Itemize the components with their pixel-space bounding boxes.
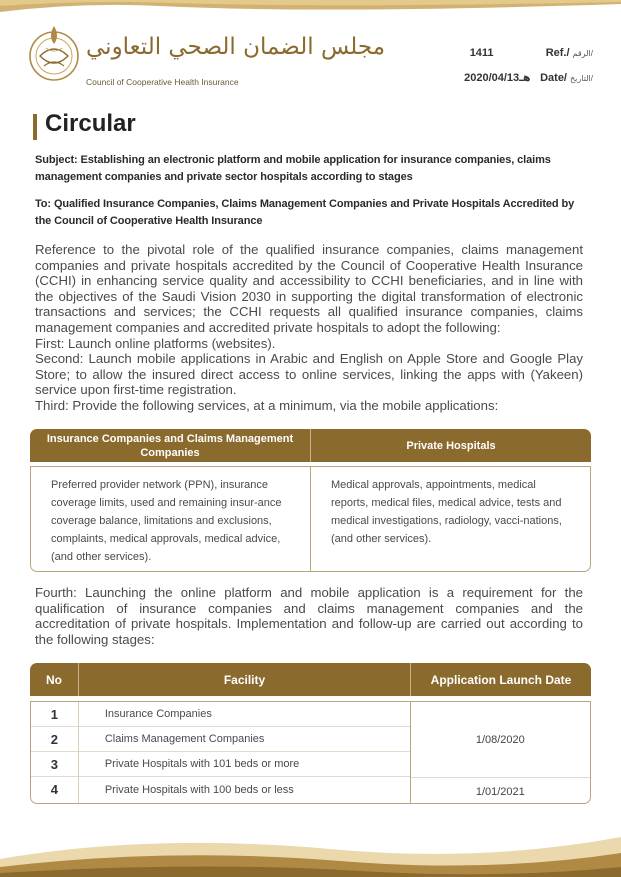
org-name-arabic: مجلس الضمان الصحي التعاوني	[86, 34, 386, 60]
org-name-english: Council of Cooperative Health Insurance	[86, 77, 239, 87]
stages-table-body	[30, 701, 591, 804]
launch-date-stage-2: 1/01/2021	[475, 785, 525, 798]
table-row-facility: Claims Management Companies	[79, 727, 410, 752]
no-column	[31, 702, 79, 803]
date-label: Date/	[540, 72, 567, 84]
second-item: Second: Launch mobile applications in Arabic and English on Apple Store and Google Play Store; to allow the insured direct access to online services, linking the apps with (Yakeen) service upon first-time registration.	[35, 351, 583, 398]
table-row-no: 1	[31, 702, 78, 727]
header-no: No	[46, 672, 62, 687]
cchi-logo-icon	[26, 22, 82, 84]
body-text	[35, 242, 583, 414]
top-decorative-wave	[0, 0, 621, 30]
facility-column	[79, 702, 411, 803]
ref-label: Ref./	[545, 47, 570, 59]
third-item: Third: Provide the following services, at a minimum, via the mobile applications:	[35, 397, 499, 413]
table-row-facility: Insurance Companies	[79, 702, 410, 727]
table-row-facility: Private Hospitals with 100 beds or less	[104, 783, 294, 796]
table-row-no: 3	[31, 752, 78, 777]
date-value: 2020/04/13هـ	[464, 72, 531, 84]
table-row-facility: Private Hospitals with 101 beds or more	[79, 752, 410, 777]
header-insurance-companies: Insurance Companies and Claims Management Companies	[30, 429, 311, 462]
stages-table	[30, 663, 591, 804]
header-launch-date: Application Launch Date	[430, 672, 572, 687]
table-row-no: 2	[31, 727, 78, 752]
header-facility: Facility	[78, 663, 411, 696]
ref-line	[464, 47, 593, 71]
launch-date-stage-1: 1/08/2020	[411, 702, 590, 778]
first-item: First: Launch online platforms (websites).	[35, 335, 276, 351]
subject-line: Subject: Establishing an electronic platform and mobile application for insurance companies, claims management companies and private sector hospitals according to stages	[35, 154, 551, 183]
date-line	[464, 71, 593, 95]
stages-table-header	[30, 663, 591, 696]
services-table-header	[30, 429, 591, 462]
reference-block	[464, 47, 593, 95]
page-title: Circular	[45, 110, 136, 137]
ref-number: 1411	[469, 47, 494, 59]
fourth-item: Fourth: Launching the online platform and mobile application is a requirement for the qualification of insurance companies and claims management companies and the accreditation of private hospitals. Implementation and follow-up are carried out according to the following stages:	[35, 585, 583, 647]
header-private-hospitals: Private Hospitals	[406, 439, 496, 452]
insurance-services-cell: Preferred provider network (PPN), insurance coverage limits, used and remaining insur-ance coverage balance, limitations and exclusions, complaints, medical approvals, medical advice, (and other services).	[31, 467, 311, 571]
services-table-body	[30, 466, 591, 572]
services-table	[30, 429, 591, 572]
date-column	[411, 702, 590, 803]
recipients-line: To: Qualified Insurance Companies, Claims Management Companies and Private Hospitals Accredited by the Council of Cooperative Health Insurance	[35, 198, 575, 227]
hospital-services-cell: Medical approvals, appointments, medical reports, medical files, medical advice, tests and medical investigations, radiology, vacci-nations, (and other services).	[331, 479, 562, 545]
intro-paragraph: Reference to the pivotal role of the qualified insurance companies, claims management companies and private hospitals accredited by the Council of Cooperative Health Insurance (CCHI) in enhancing service quality and accessibility to CCHI beneficiaries, and in line with the objectives of the Saudi Vision 2030 in supporting the digital transformation of electronic transactions and services; the CCHI requests all qualified insurance companies, claims management companies and accredited private hospitals to adopt the following:	[35, 242, 583, 335]
date-label-arabic: التاريخ/	[570, 74, 593, 83]
ref-label-arabic: الرقم/	[572, 49, 593, 58]
bottom-decorative-wave	[0, 807, 621, 877]
table-row-no: 4	[50, 782, 59, 797]
fourth-text	[35, 585, 583, 647]
title-accent-bar	[33, 114, 37, 140]
